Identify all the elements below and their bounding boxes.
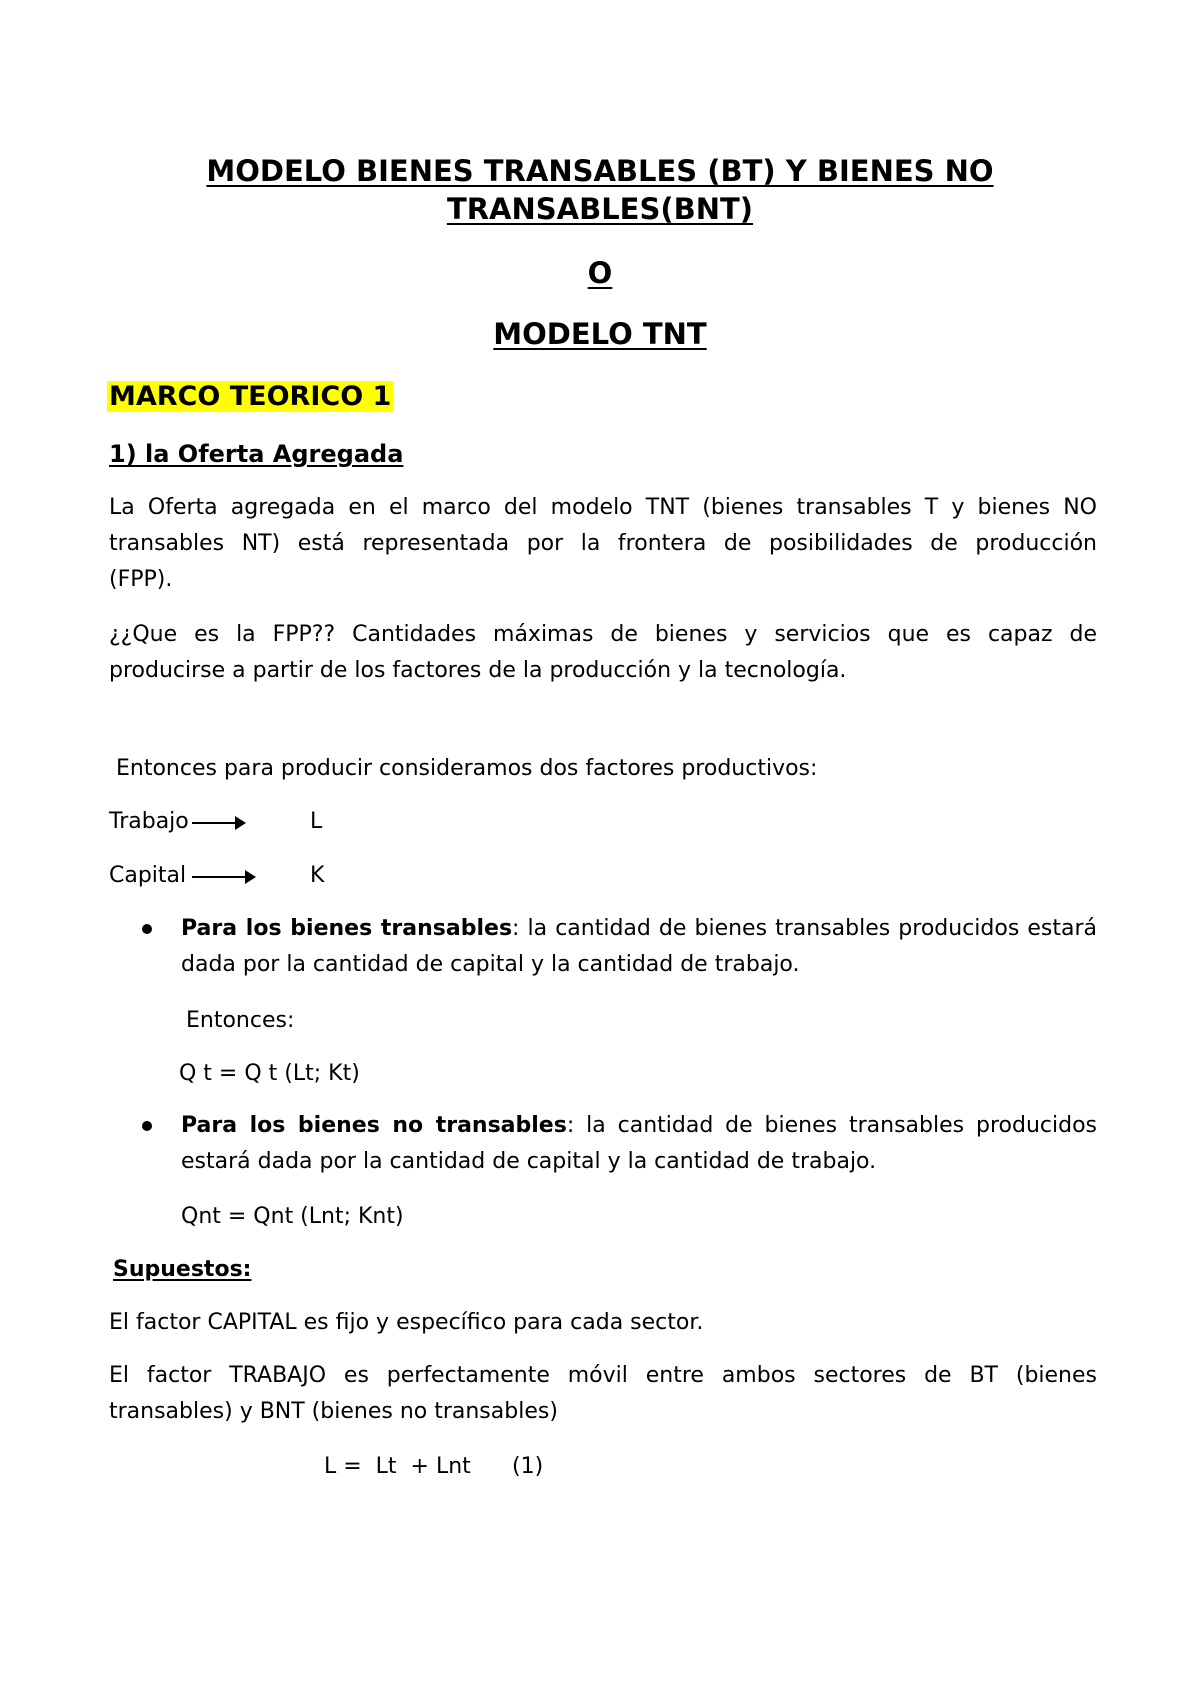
paragraph-1-line-1: La Oferta agregada en el marco del modelo TNT (bienes transables T y bienes NO: [109, 495, 1097, 520]
entonces-label: Entonces:: [186, 1008, 295, 1033]
bullet-2-bold: Para los bienes no transables: [181, 1113, 567, 1138]
factor-trabajo-label: Trabajo: [109, 809, 189, 834]
capital-assumption: El factor CAPITAL es fijo y específico para cada sector.: [109, 1310, 704, 1335]
arrow-right-icon: [192, 822, 244, 824]
bullet-1-line-1: [181, 911, 1097, 947]
title-line-2: TRANSABLES(BNT): [446, 192, 754, 226]
trabajo-assumption-line-2: transables) y BNT (bienes no transables): [109, 1399, 558, 1424]
subtitle: MODELO TNT: [493, 317, 707, 351]
formula-qt: Q t = Q t (Lt; Kt): [179, 1061, 360, 1086]
paragraph-1-line-2: transables NT) está representada por la frontera de posibilidades de producción: [109, 531, 1097, 556]
paragraph-3: Entonces para producir consideramos dos factores productivos:: [109, 756, 818, 781]
bullet-2-text: : la cantidad de bienes transables producidos: [566, 1113, 1097, 1138]
factor-capital-symbol: K: [310, 863, 325, 888]
marco-teorico-heading: MARCO TEORICO 1: [109, 381, 392, 412]
bullet-icon: [142, 924, 152, 934]
paragraph-1-line-3: (FPP).: [109, 567, 173, 592]
factor-trabajo-symbol: L: [310, 809, 323, 834]
bullet-icon: [142, 1121, 152, 1131]
bullet-2-line-2: estará dada por la cantidad de capital y la cantidad de trabajo.: [181, 1149, 877, 1174]
title-line-1: MODELO BIENES TRANSABLES (BT) Y BIENES NO: [206, 154, 994, 188]
section-heading: 1) la Oferta Agregada: [109, 440, 404, 468]
title-or: O: [587, 256, 613, 290]
paragraph-2-line-2: producirse a partir de los factores de la producción y la tecnología.: [109, 658, 847, 683]
formula-qnt: Qnt = Qnt (Lnt; Knt): [181, 1204, 404, 1229]
trabajo-assumption-line-1: El factor TRABAJO es perfectamente móvil entre ambos sectores de BT (bienes: [109, 1363, 1097, 1388]
bullet-1-line-2: dada por la cantidad de capital y la cantidad de trabajo.: [181, 952, 800, 977]
arrow-right-icon: [192, 876, 254, 878]
equation-labor: L = Lt + Lnt: [324, 1454, 471, 1479]
bullet-2-line-1: [181, 1108, 1097, 1144]
supuestos-heading: Supuestos:: [113, 1257, 252, 1282]
paragraph-2-line-1: ¿¿Que es la FPP?? Cantidades máximas de bienes y servicios que es capaz de: [109, 622, 1097, 647]
bullet-1-text: : la cantidad de bienes transables producidos estará: [512, 916, 1097, 941]
factor-capital-label: Capital: [109, 863, 187, 888]
bullet-1-bold: Para los bienes transables: [181, 916, 513, 941]
equation-number: (1): [512, 1454, 544, 1479]
